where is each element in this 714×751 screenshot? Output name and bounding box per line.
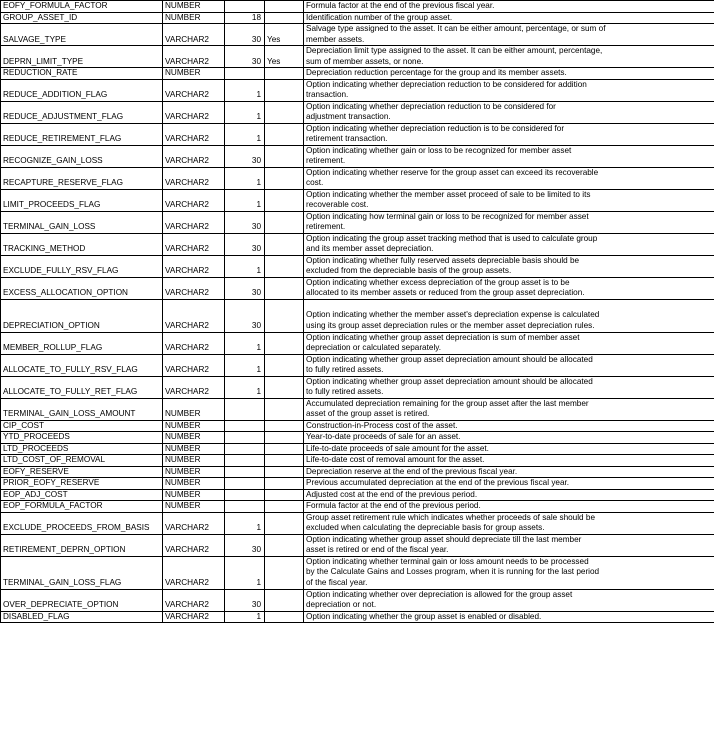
- data-type-cell: NUMBER: [163, 68, 225, 80]
- column-name-cell: YTD_PROCEEDS: [1, 432, 163, 444]
- nullable-cell: [265, 101, 304, 123]
- data-type-cell: VARCHAR2: [163, 332, 225, 354]
- data-type-cell: NUMBER: [163, 443, 225, 455]
- nullable-cell: [265, 466, 304, 478]
- table-row: [1, 12, 714, 24]
- column-name-cell: LTD_COST_OF_REMOVAL: [1, 455, 163, 467]
- description-line: Option indicating whether terminal gain or loss amount needs to be processed: [306, 556, 589, 566]
- table-row: [1, 277, 714, 299]
- nullable-cell: [265, 432, 304, 444]
- data-type-cell: VARCHAR2: [163, 512, 225, 534]
- table-row: [1, 354, 714, 376]
- table-row: [1, 420, 714, 432]
- description-cell: [304, 101, 714, 123]
- data-size-cell: [225, 443, 265, 455]
- nullable-cell: [265, 443, 304, 455]
- data-size-cell: 30: [225, 24, 265, 46]
- data-type-cell: NUMBER: [163, 420, 225, 432]
- data-type-cell: NUMBER: [163, 455, 225, 467]
- description-cell: [304, 501, 714, 513]
- description-line: adjustment transaction.: [306, 112, 391, 121]
- description-cell: [304, 466, 714, 478]
- description-line: Option indicating whether group asset depreciation amount should be allocated: [306, 376, 593, 386]
- data-size-cell: [225, 68, 265, 80]
- description-line: [306, 300, 712, 311]
- column-name-cell: REDUCE_ADDITION_FLAG: [1, 79, 163, 101]
- data-size-cell: 30: [225, 589, 265, 611]
- data-size-cell: [225, 455, 265, 467]
- nullable-cell: [265, 512, 304, 534]
- data-type-cell: NUMBER: [163, 501, 225, 513]
- nullable-cell: [265, 556, 304, 589]
- description-line: Option indicating whether group asset depreciation is sum of member asset: [306, 332, 580, 342]
- description-cell: [304, 455, 714, 467]
- data-type-cell: VARCHAR2: [163, 79, 225, 101]
- description-cell: [304, 432, 714, 444]
- data-type-cell: NUMBER: [163, 432, 225, 444]
- description-cell: [304, 46, 714, 68]
- data-size-cell: 1: [225, 354, 265, 376]
- description-line: sum of member assets, or none.: [306, 56, 424, 66]
- column-name-cell: TRACKING_METHOD: [1, 233, 163, 255]
- table-row: [1, 611, 714, 623]
- table-body: [1, 1, 714, 623]
- description-line: member assets.: [306, 34, 365, 44]
- description-line: Life-to-date cost of removal amount for the asset.: [306, 455, 485, 464]
- data-type-cell: VARCHAR2: [163, 556, 225, 589]
- description-cell: [304, 398, 714, 420]
- description-line: Option indicating whether excess depreciation of the group asset is to be: [306, 277, 570, 287]
- description-cell: [304, 489, 714, 501]
- nullable-cell: Yes: [265, 46, 304, 68]
- data-size-cell: 1: [225, 376, 265, 398]
- description-line: Option indicating whether the member asset's depreciation expense is calculated: [306, 310, 600, 319]
- data-size-cell: 30: [225, 534, 265, 556]
- description-cell: [304, 443, 714, 455]
- description-cell: [304, 68, 714, 80]
- data-type-cell: VARCHAR2: [163, 534, 225, 556]
- data-size-cell: 18: [225, 12, 265, 24]
- table-row: [1, 466, 714, 478]
- data-type-cell: VARCHAR2: [163, 277, 225, 299]
- description-line: depreciation or calculated separately.: [306, 343, 442, 352]
- description-cell: [304, 12, 714, 24]
- description-cell: [304, 478, 714, 490]
- description-line: cost.: [306, 178, 324, 187]
- nullable-cell: [265, 478, 304, 490]
- data-size-cell: 1: [225, 611, 265, 623]
- column-name-cell: REDUCTION_RATE: [1, 68, 163, 80]
- data-size-cell: 1: [225, 79, 265, 101]
- description-line: Option indicating whether gain or loss to be recognized for member asset: [306, 145, 572, 155]
- nullable-cell: [265, 277, 304, 299]
- description-line: excluded from the depreciable basis of the group assets.: [306, 266, 512, 275]
- table-row: [1, 589, 714, 611]
- description-line: Option indicating whether the group asset is enabled or disabled.: [306, 611, 542, 621]
- description-line: Formula factor at the end of the previous period.: [306, 501, 481, 510]
- nullable-cell: [265, 455, 304, 467]
- nullable-cell: [265, 299, 304, 332]
- column-name-cell: PRIOR_EOFY_RESERVE: [1, 478, 163, 490]
- data-type-cell: NUMBER: [163, 489, 225, 501]
- nullable-cell: [265, 12, 304, 24]
- data-type-cell: VARCHAR2: [163, 376, 225, 398]
- description-line: Option indicating whether depreciation reduction to be considered for: [306, 101, 556, 111]
- nullable-cell: [265, 68, 304, 80]
- nullable-cell: [265, 611, 304, 623]
- description-line: Depreciation limit type assigned to the asset. It can be either amount, percentage,: [306, 46, 603, 55]
- description-line: Option indicating whether group asset depreciation amount should be allocated: [306, 354, 593, 364]
- data-size-cell: 1: [225, 189, 265, 211]
- data-size-cell: 1: [225, 255, 265, 277]
- table-row: [1, 299, 714, 332]
- table-row: [1, 211, 714, 233]
- table-row: [1, 233, 714, 255]
- nullable-cell: [265, 123, 304, 145]
- data-size-cell: [225, 489, 265, 501]
- description-line: and its member asset depreciation.: [306, 244, 434, 253]
- description-cell: [304, 211, 714, 233]
- table-row: [1, 556, 714, 589]
- description-line: allocated to its member assets or reduced from the group asset depreciation.: [306, 288, 585, 297]
- description-cell: [304, 332, 714, 354]
- description-cell: [304, 145, 714, 167]
- nullable-cell: [265, 211, 304, 233]
- description-cell: [304, 277, 714, 299]
- description-line: depreciation or not.: [306, 600, 377, 609]
- data-type-cell: NUMBER: [163, 12, 225, 24]
- description-line: Formula factor at the end of the previous fiscal year.: [306, 1, 495, 10]
- description-line: Option indicating whether group asset should depreciate till the last member: [306, 534, 582, 544]
- description-line: Depreciation reserve at the end of the previous fiscal year.: [306, 466, 518, 476]
- table-row: [1, 79, 714, 101]
- description-cell: [304, 79, 714, 101]
- description-line: using its group asset depreciation rules or the member asset depreciation rules.: [306, 320, 595, 330]
- column-name-cell: TERMINAL_GAIN_LOSS: [1, 211, 163, 233]
- data-size-cell: 30: [225, 211, 265, 233]
- column-name-cell: DEPRN_LIMIT_TYPE: [1, 46, 163, 68]
- description-line: retirement.: [306, 156, 346, 165]
- data-type-cell: VARCHAR2: [163, 611, 225, 623]
- description-line: Option indicating whether fully reserved assets depreciable basis should be: [306, 255, 580, 265]
- description-cell: [304, 189, 714, 211]
- table-row: [1, 145, 714, 167]
- table-row: [1, 398, 714, 420]
- table-row: [1, 123, 714, 145]
- nullable-cell: [265, 233, 304, 255]
- description-cell: [304, 123, 714, 145]
- column-name-cell: SALVAGE_TYPE: [1, 24, 163, 46]
- column-name-cell: RETIREMENT_DEPRN_OPTION: [1, 534, 163, 556]
- data-type-cell: VARCHAR2: [163, 354, 225, 376]
- description-line: Construction-in-Process cost of the asset.: [306, 420, 458, 430]
- column-name-cell: LTD_PROCEEDS: [1, 443, 163, 455]
- data-type-cell: NUMBER: [163, 478, 225, 490]
- column-name-cell: ALLOCATE_TO_FULLY_RET_FLAG: [1, 376, 163, 398]
- table-row: [1, 68, 714, 80]
- table-row: [1, 189, 714, 211]
- description-line: Accumulated depreciation remaining for the group asset after the last member: [306, 398, 589, 408]
- data-type-cell: VARCHAR2: [163, 145, 225, 167]
- nullable-cell: [265, 489, 304, 501]
- data-size-cell: [225, 432, 265, 444]
- description-line: Salvage type assigned to the asset. It can be either amount, percentage, or sum of: [306, 24, 606, 33]
- description-cell: [304, 255, 714, 277]
- column-name-cell: LIMIT_PROCEEDS_FLAG: [1, 189, 163, 211]
- description-line: Depreciation reduction percentage for the group and its member assets.: [306, 68, 567, 77]
- data-size-cell: [225, 466, 265, 478]
- description-cell: [304, 167, 714, 189]
- nullable-cell: [265, 332, 304, 354]
- data-size-cell: 1: [225, 167, 265, 189]
- data-size-cell: 1: [225, 512, 265, 534]
- nullable-cell: [265, 501, 304, 513]
- data-size-cell: 1: [225, 101, 265, 123]
- nullable-cell: [265, 167, 304, 189]
- column-name-cell: RECAPTURE_RESERVE_FLAG: [1, 167, 163, 189]
- nullable-cell: [265, 189, 304, 211]
- data-size-cell: 1: [225, 332, 265, 354]
- nullable-cell: [265, 398, 304, 420]
- description-cell: [304, 233, 714, 255]
- column-name-cell: TERMINAL_GAIN_LOSS_FLAG: [1, 556, 163, 589]
- description-line: Option indicating whether depreciation reduction is to be considered for: [306, 123, 565, 133]
- data-type-cell: VARCHAR2: [163, 211, 225, 233]
- table-row: [1, 443, 714, 455]
- data-type-cell: VARCHAR2: [163, 299, 225, 332]
- column-name-cell: EOP_FORMULA_FACTOR: [1, 501, 163, 513]
- nullable-cell: [265, 376, 304, 398]
- column-name-cell: TERMINAL_GAIN_LOSS_AMOUNT: [1, 398, 163, 420]
- description-cell: [304, 354, 714, 376]
- data-size-cell: 1: [225, 556, 265, 589]
- column-name-cell: REDUCE_ADJUSTMENT_FLAG: [1, 101, 163, 123]
- table-row: [1, 101, 714, 123]
- description-line: by the Calculate Gains and Losses program, when it is running for the last period: [306, 567, 600, 576]
- column-name-cell: DEPRECIATION_OPTION: [1, 299, 163, 332]
- data-type-cell: NUMBER: [163, 398, 225, 420]
- data-size-cell: 30: [225, 233, 265, 255]
- data-type-cell: VARCHAR2: [163, 589, 225, 611]
- column-name-cell: EXCESS_ALLOCATION_OPTION: [1, 277, 163, 299]
- data-size-cell: 1: [225, 123, 265, 145]
- table-row: [1, 167, 714, 189]
- description-line: Previous accumulated depreciation at the end of the previous fiscal year.: [306, 478, 570, 487]
- description-line: Adjusted cost at the end of the previous period.: [306, 489, 478, 499]
- description-line: Option indicating whether the member asset proceed of sale to be limited to its: [306, 189, 591, 199]
- description-cell: [304, 420, 714, 432]
- nullable-cell: [265, 420, 304, 432]
- column-name-cell: EXCLUDE_PROCEEDS_FROM_BASIS: [1, 512, 163, 534]
- description-line: to fully retired assets.: [306, 365, 384, 374]
- description-line: Identification number of the group asset.: [306, 12, 453, 22]
- column-name-cell: REDUCE_RETIREMENT_FLAG: [1, 123, 163, 145]
- column-name-cell: OVER_DEPRECIATE_OPTION: [1, 589, 163, 611]
- nullable-cell: [265, 354, 304, 376]
- data-type-cell: VARCHAR2: [163, 101, 225, 123]
- description-line: Option indicating whether over depreciation is allowed for the group asset: [306, 589, 573, 599]
- nullable-cell: [265, 1, 304, 13]
- nullable-cell: [265, 255, 304, 277]
- description-line: Option indicating whether reserve for the group asset can exceed its recoverable: [306, 167, 599, 177]
- data-type-cell: VARCHAR2: [163, 255, 225, 277]
- data-type-cell: VARCHAR2: [163, 167, 225, 189]
- column-name-cell: CIP_COST: [1, 420, 163, 432]
- table-row: [1, 376, 714, 398]
- description-line: Option indicating the group asset tracking method that is used to calculate group: [306, 233, 598, 243]
- table-row: [1, 432, 714, 444]
- data-size-cell: [225, 398, 265, 420]
- description-line: to fully retired assets.: [306, 387, 384, 396]
- description-cell: [304, 512, 714, 534]
- table-row: [1, 1, 714, 13]
- description-cell: [304, 611, 714, 623]
- column-name-cell: RECOGNIZE_GAIN_LOSS: [1, 145, 163, 167]
- table-row: [1, 512, 714, 534]
- description-cell: [304, 376, 714, 398]
- description-cell: [304, 589, 714, 611]
- column-name-cell: EOFY_FORMULA_FACTOR: [1, 1, 163, 13]
- data-size-cell: [225, 501, 265, 513]
- table-row: [1, 24, 714, 46]
- data-size-cell: [225, 420, 265, 432]
- column-name-cell: GROUP_ASSET_ID: [1, 12, 163, 24]
- description-line: Option indicating whether depreciation reduction to be considered for addition: [306, 79, 587, 89]
- nullable-cell: [265, 79, 304, 101]
- table-row: [1, 255, 714, 277]
- description-line: of the fiscal year.: [306, 577, 368, 587]
- description-line: Group asset retirement rule which indicates whether proceeds of sale should be: [306, 512, 595, 522]
- description-line: Year-to-date proceeds of sale for an asset.: [306, 432, 461, 441]
- table-row: [1, 332, 714, 354]
- data-size-cell: 30: [225, 46, 265, 68]
- data-type-cell: NUMBER: [163, 466, 225, 478]
- data-type-cell: VARCHAR2: [163, 24, 225, 46]
- data-type-cell: VARCHAR2: [163, 189, 225, 211]
- table-row: [1, 478, 714, 490]
- description-cell: [304, 534, 714, 556]
- table-row: [1, 46, 714, 68]
- description-cell: [304, 556, 714, 589]
- column-name-cell: ALLOCATE_TO_FULLY_RSV_FLAG: [1, 354, 163, 376]
- nullable-cell: [265, 589, 304, 611]
- description-line: excluded when calculating the depreciable basis for group assets.: [306, 523, 545, 532]
- column-name-cell: EOFY_RESERVE: [1, 466, 163, 478]
- data-size-cell: [225, 1, 265, 13]
- nullable-cell: [265, 145, 304, 167]
- nullable-cell: [265, 534, 304, 556]
- description-line: Life-to-date proceeds of sale amount for the asset.: [306, 443, 489, 453]
- data-size-cell: 30: [225, 277, 265, 299]
- description-line: retirement transaction.: [306, 134, 388, 143]
- table-row: [1, 534, 714, 556]
- data-size-cell: [225, 478, 265, 490]
- description-cell: [304, 24, 714, 46]
- data-size-cell: 30: [225, 299, 265, 332]
- table-row: [1, 501, 714, 513]
- description-line: recoverable cost.: [306, 200, 369, 209]
- column-name-cell: DISABLED_FLAG: [1, 611, 163, 623]
- description-cell: [304, 1, 714, 13]
- description-line: transaction.: [306, 90, 349, 99]
- data-type-cell: VARCHAR2: [163, 123, 225, 145]
- description-line: Option indicating how terminal gain or loss to be recognized for member asset: [306, 211, 589, 221]
- data-type-cell: VARCHAR2: [163, 233, 225, 255]
- column-name-cell: EOP_ADJ_COST: [1, 489, 163, 501]
- data-type-cell: VARCHAR2: [163, 46, 225, 68]
- data-size-cell: 30: [225, 145, 265, 167]
- description-cell: [304, 299, 714, 332]
- data-type-cell: NUMBER: [163, 1, 225, 13]
- table-row: [1, 455, 714, 467]
- column-name-cell: EXCLUDE_FULLY_RSV_FLAG: [1, 255, 163, 277]
- description-line: asset is retired or end of the fiscal year.: [306, 545, 449, 554]
- table-row: [1, 489, 714, 501]
- description-line: asset of the group asset is retired.: [306, 409, 430, 418]
- column-name-cell: MEMBER_ROLLUP_FLAG: [1, 332, 163, 354]
- description-line: retirement.: [306, 222, 346, 231]
- nullable-cell: Yes: [265, 24, 304, 46]
